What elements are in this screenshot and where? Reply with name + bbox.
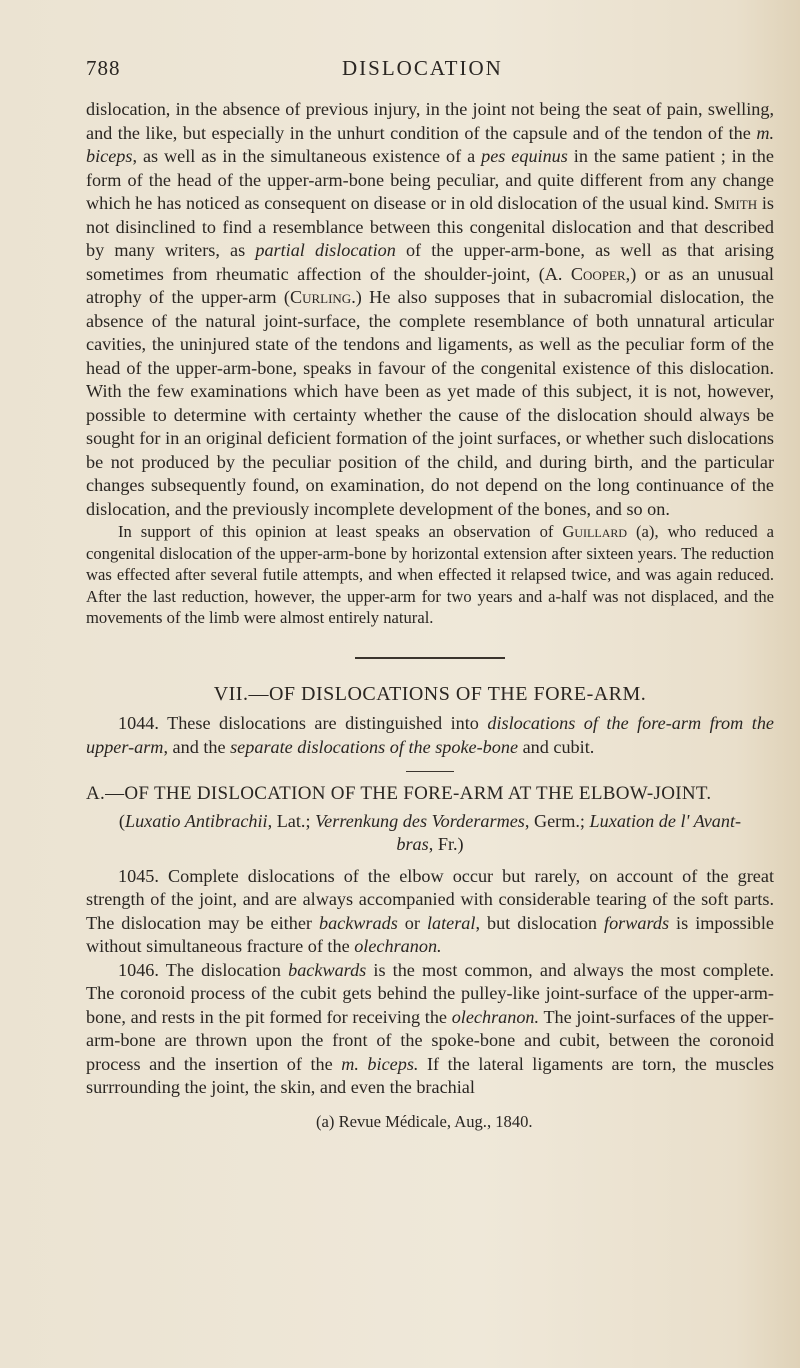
subsection-divider — [406, 771, 454, 772]
text-run: and cubit. — [518, 736, 595, 757]
text-run: dislocation, in the absence of previous injury, in the joint not being the seat of pain, swelling, and the like, but especially in the unhurt condition of the capsule and of the tendon of the — [86, 99, 774, 143]
section-divider — [355, 657, 505, 659]
italic-run: separate dislocations of the spoke-bone — [230, 736, 519, 757]
italic-run: Luxation de l' Avant-bras — [396, 810, 742, 854]
author-name: Cooper — [570, 263, 626, 284]
text-run: of the upper-arm-bone, as well as that arising sometimes from rheumatic affection of the shoulder-joint, (A. — [86, 240, 774, 284]
footnote: (a) Revue Médicale, Aug., 1840. — [316, 1111, 533, 1131]
italic-run: m. biceps. — [341, 1053, 419, 1074]
italic-run: olechranon. — [451, 1006, 540, 1027]
paragraph-1045 — [86, 865, 774, 959]
text-run: is impossible without simultaneous fracture of the — [86, 912, 775, 956]
text-run: In support of this opinion at least speaks an observation of — [118, 522, 563, 541]
text-run: The joint-surfaces of the upper-arm-bone are thrown upon the front of the spoke-bone and cubit, between the coronoid process and the insertion of the — [86, 1006, 774, 1074]
text-run: , Fr.) — [428, 834, 464, 854]
running-header — [86, 56, 776, 86]
subsection-heading: A.—OF THE DISLOCATION OF THE FORE-ARM AT THE ELBOW-JOINT. — [86, 783, 712, 804]
text-run: 1045. Complete dislocations of the elbow occur but rarely, on account of the great strength of the joint, and are always accompanied with considerable tearing of the soft parts. The dislocation may be either — [86, 865, 774, 933]
italic-run: partial dislocation — [255, 240, 396, 260]
italic-run: backwrads — [318, 912, 398, 933]
text-run: 1046. The dislocation — [118, 959, 289, 980]
paragraph-continued — [86, 98, 774, 521]
text-run: ( — [118, 810, 125, 831]
author-name: Guillard — [562, 522, 628, 541]
synonyms-line — [106, 810, 754, 857]
paragraph-1046 — [86, 959, 774, 1100]
paragraph-guillard-observation — [86, 521, 774, 629]
text-run: .) He also supposes that in subacromial dislocation, the absence of the natural joint-surface, the complete resemblance of both unnatural articular cavities, the uninjured state of the tendons and ligaments, as well as the peculiar form of the head of the upper-arm-bone, speaks in favour of the congenital existence of this dislocation. With the few examinations which have been as yet made of this subject, it is not, however, possible to determine with certainty whether the cause of the dislocation should always be sought for in an original deficient formation of the joint surfaces, or whether such dislocations be not produced by the peculiar position of the child, and during birth, and the particular changes subsequently found, on examination, do not depend on the long continuance of the dislocation, and the previously incomplete development of the bones, and so on. — [86, 287, 774, 519]
page-body — [86, 98, 774, 1133]
italic-run: olechranon. — [354, 936, 442, 956]
italic-run: pes equinus — [481, 146, 568, 166]
italic-run: dislocations of the fore-arm from the upper-arm — [86, 713, 775, 757]
italic-run: Luxatio Antibrachii — [124, 810, 268, 831]
italic-run: lateral — [426, 912, 476, 933]
page-number: 788 — [86, 56, 121, 80]
text-run: , Germ.; — [524, 810, 590, 831]
italic-run: Verrenkung des Vorderarmes — [315, 810, 525, 831]
italic-run: m. biceps — [86, 122, 774, 166]
text-run: , Lat.; — [267, 810, 316, 831]
author-name: Curling — [289, 287, 352, 307]
running-title: DISLOCATION — [342, 56, 503, 80]
text-run: 1044. These dislocations are distinguished into — [118, 713, 488, 733]
text-run: in the same patient ; in the form of the head of the upper-arm-bone being peculiar, and quite different from any change which he has noticed as consequent on disease or in old dislocation of the usual kind. — [86, 146, 774, 213]
text-run: , as well as in the simultaneous existence of a — [132, 146, 482, 166]
text-run: is the most common, and always the most complete. The coronoid process of the cubit gets behind the pulley-like joint-surface of the upper-arm-bone, and rests in the pit formed for receiving the — [86, 959, 774, 1027]
italic-run: backwards — [288, 959, 367, 980]
paragraph-1044 — [86, 712, 774, 759]
author-name: Smith — [713, 193, 758, 213]
text-run: (a), who reduced a congenital dislocation of the upper-arm-bone by horizontal extension after sixteen years. The reduction was effected after several futile attempts, and when effected it relapsed twice, and was again reduced. After the last reduction, however, the upper-arm for two years and a-half was not displaced, and the movements of the limb were almost entirely natural. — [86, 522, 774, 627]
text-run: or — [397, 912, 427, 933]
text-run: , but dislocation — [475, 912, 605, 933]
text-run: If the lateral ligaments are torn, the muscles surrrounding the joint, the skin, and even the brachial — [86, 1053, 774, 1097]
text-run: is not disinclined to find a resemblance between this congenital dislocation and that described by many writers, as — [86, 193, 774, 260]
text-run: ,) or as an unusual atrophy of the upper-arm ( — [86, 263, 774, 307]
italic-run: forwards — [604, 912, 670, 933]
section-heading: VII.—OF DISLOCATIONS OF THE FORE-ARM. — [213, 682, 647, 705]
text-run: , and the — [163, 736, 231, 757]
